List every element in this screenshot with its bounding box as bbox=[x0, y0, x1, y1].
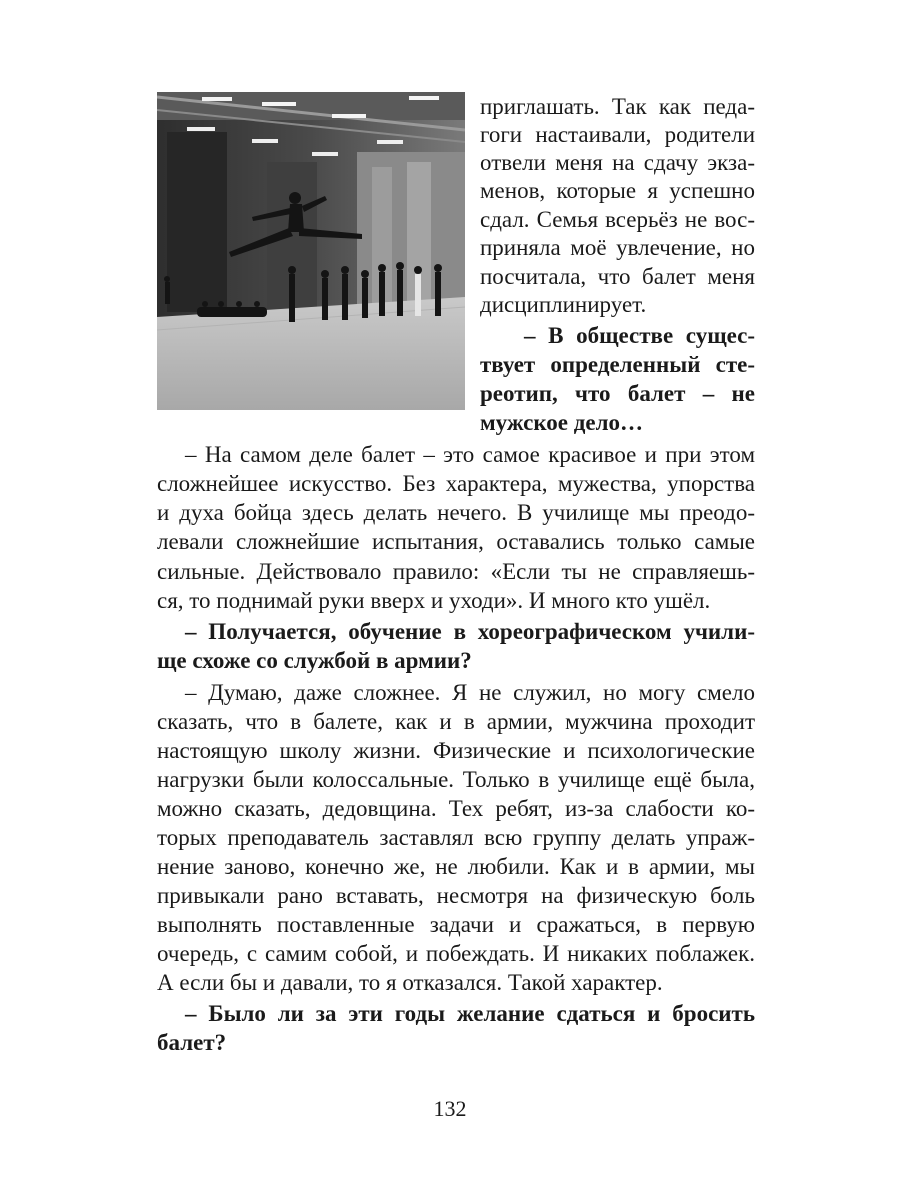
text-line: сильные. Действовало правило: «Если ты не справляешь- bbox=[157, 559, 755, 584]
question-line: – Было ли за эти годы желание сдаться и бросить bbox=[185, 1001, 755, 1026]
text-line: сказать, что в балете, как и в армии, мужчина проходит bbox=[157, 709, 755, 734]
text-line: левали сложнейшие испытания, оставались только самые bbox=[157, 529, 755, 554]
text-line: ся, то поднимай руки вверх и уходи». И много кто ушёл. bbox=[157, 588, 711, 613]
question-line: балет? bbox=[157, 1030, 227, 1055]
text-line: настоящую школу жизни. Физические и психологические bbox=[157, 738, 755, 763]
text-line: выполнять поставленные задачи и сражаться, в первую bbox=[157, 912, 755, 937]
text-line: сложнейшее искусство. Без характера, мужества, упорства bbox=[157, 471, 755, 496]
text-line: привыкали рано вставать, несмотря на физическую боль bbox=[157, 883, 755, 908]
text-line: торых преподаватель заставлял всю группу делать упраж- bbox=[157, 825, 755, 850]
question-line: – Получается, обучение в хореографическом учили- bbox=[185, 619, 755, 644]
text-line: нагрузки были колоссальные. Только в училище ещё была, bbox=[157, 767, 755, 792]
question-line: реотип, что балет – не bbox=[480, 381, 755, 406]
question-line: ще схоже со службой в армии? bbox=[157, 648, 472, 673]
text-line: отвели меня на сдачу экза- bbox=[480, 150, 755, 175]
question-line: мужское дело… bbox=[480, 410, 643, 435]
text-line: можно сказать, дедовщина. Тех ребят, из-за слабости ко- bbox=[157, 796, 755, 821]
text-line: менов, которые я успешно bbox=[480, 178, 755, 203]
text-line: посчитала, что балет меня bbox=[480, 264, 755, 289]
text-line: – Думаю, даже сложнее. Я не служил, но могу смело bbox=[185, 680, 755, 705]
text-line: и духа бойца здесь делать нечего. В училище мы преодо- bbox=[157, 500, 755, 525]
question-line: – В обществе сущес- bbox=[524, 323, 755, 348]
text-line: сдал. Семья всерьёз не вос- bbox=[480, 207, 755, 232]
text-line: очередь, с самим собой, и побеждать. И никаких поблажек. bbox=[157, 941, 755, 966]
text-line: – На самом деле балет – это самое красивое и при этом bbox=[185, 442, 755, 467]
page-number: 132 bbox=[433, 1096, 467, 1121]
text-line: А если бы и давали, то я отказался. Такой характер. bbox=[157, 970, 663, 995]
ballet-dancer-leap-photo bbox=[157, 92, 465, 410]
text-line: приглашать. Так как педа- bbox=[480, 94, 755, 119]
text-line: гоги настаивали, родители bbox=[480, 122, 755, 147]
text-line: дисциплинирует. bbox=[480, 292, 647, 317]
question-line: твует определенный сте- bbox=[480, 352, 755, 377]
text-line: приняла моё увлечение, но bbox=[480, 235, 755, 260]
text-line: нение заново, конечно же, не любили. Как и в армии, мы bbox=[157, 854, 755, 879]
